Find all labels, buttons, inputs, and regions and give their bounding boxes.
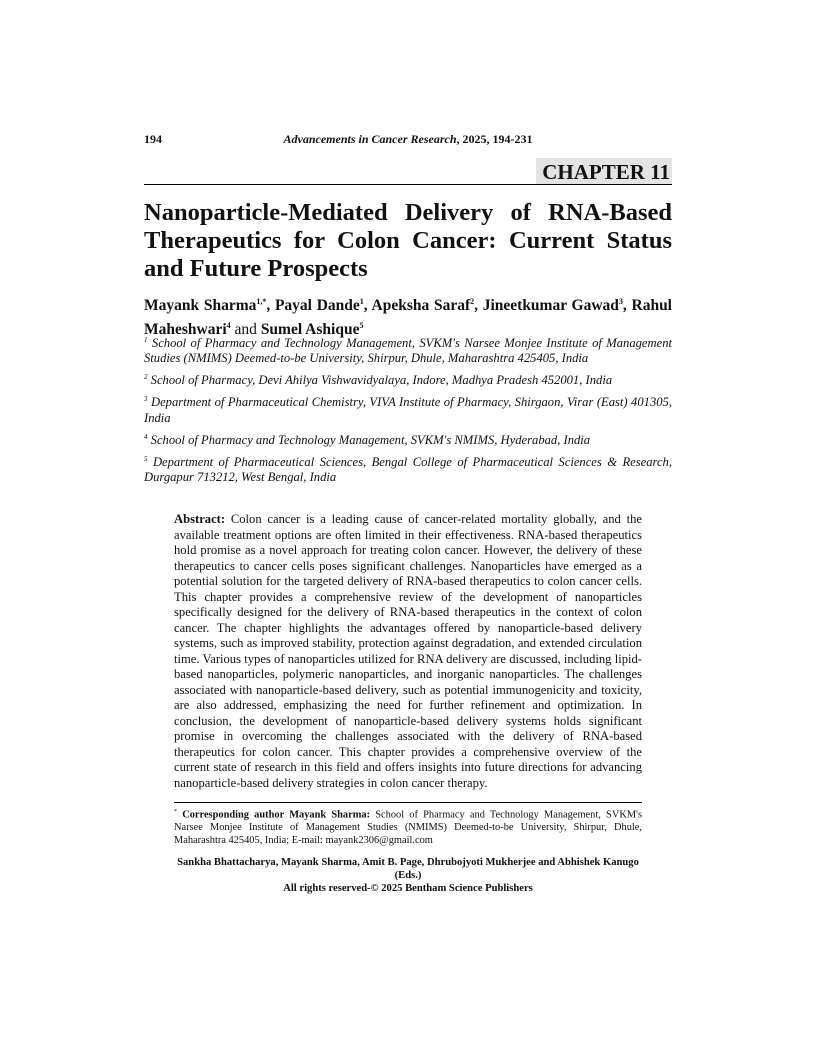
author: Mayank Sharma$^{1,*}$,	[144, 297, 275, 315]
affiliation: $^1$ School of Pharmacy and Technology Management, SVKM's Narsee Monjee Institute of Management Studies (NMIMS) Deemed-to-be University, Shirpur, Dhule, Maharashtra 425405, India	[144, 336, 672, 366]
editors-names: Sankha Bhattacharya, Mayank Sharma, Amit B. Page, Dhrubojyoti Mukherjee and Abhishek Kanugo (Eds.)	[177, 857, 639, 881]
footnote-rule	[174, 802, 642, 803]
author: Rahul Maheshwari$^4$ and	[144, 297, 672, 339]
author: Sumel Ashique$^5$	[260, 321, 364, 339]
author: Jineetkumar Gawad$^3$,	[482, 297, 632, 315]
affiliation: $^3$ Department of Pharmaceutical Chemistry, VIVA Institute of Pharmacy, Shirgaon, Virar (East) 401305, India	[144, 395, 672, 425]
journal-details: , 2025, 194-231	[456, 132, 533, 146]
corresponding-author-footnote: * Corresponding author Mayank Sharma: School of Pharmacy and Technology Management, SVKM's Narsee Monjee Institute of Management Studies (NMIMS) Deemed-to-be University, Shirpur, Dhule, Maharashtra 425405, India; E-mail: mayank2306@gmail.com	[174, 809, 642, 847]
footnote-label: Corresponding author Mayank Sharma:	[182, 809, 371, 821]
affiliation: $^4$ School of Pharmacy and Technology Management, SVKM's NMIMS, Hyderabad, India	[144, 432, 591, 447]
author: Apeksha Saraf$^2$,	[371, 297, 483, 315]
editors-block	[174, 856, 642, 895]
affiliation: $^2$ School of Pharmacy, Devi Ahilya Vishwavidyalaya, Indore, Madhya Pradesh 452001, India	[144, 373, 613, 388]
header-rule	[144, 184, 672, 185]
copyright: All rights reserved-© 2025 Bentham Science Publishers	[283, 883, 533, 894]
journal-citation	[144, 132, 672, 147]
journal-name: Advancements in Cancer Research	[283, 132, 457, 146]
abstract	[174, 512, 642, 791]
chapter-title: Nanoparticle-Mediated Delivery of RNA-Based Therapeutics for Colon Cancer: Current Status and Future Prospects	[144, 199, 672, 282]
page-number: 194	[144, 132, 162, 146]
abstract-label: Abstract:	[174, 512, 226, 526]
affiliations	[144, 333, 672, 489]
affiliation: $^5$ Department of Pharmaceutical Sciences, Bengal College of Pharmaceutical Sciences & Research, Durgapur 713212, West Bengal, India	[144, 454, 672, 484]
chapter-label: CHAPTER 11	[536, 158, 672, 184]
author: Payal Dande$^1$,	[274, 297, 372, 315]
footnote-text: School of Pharmacy and Technology Management, SVKM's Narsee Monjee Institute of Management Studies (NMIMS) Deemed-to-be University, Shirpur, Dhule, Maharashtra 425405, India; E-mail: mayank2306@gmail.com	[174, 809, 642, 847]
abstract-text: Colon cancer is a leading cause of cancer-related mortality globally, and the available treatment options are often limited in their effectiveness. RNA-based therapeutics hold promise as a novel approach for treating colon cancer. However, the delivery of these therapeutics to cancer cells poses significant challenges. Nanoparticles have emerged as a potential solution for the targeted delivery of RNA-based therapeutics to colon cancer cells. This chapter provides a comprehensive review of the development of nanoparticles specifically designed for the delivery of RNA-based therapeutics in the context of colon cancer. The chapter highlights the advantages offered by nanoparticle-based delivery systems, such as improved stability, protection against degradation, and extended circulation time. Various types of nanoparticles utilized for RNA delivery are discussed, including lipid-based nanoparticles, polymeric nanoparticles, and inorganic nanoparticles. The challenges associated with nanoparticle-based delivery, such as potential immunogenicity and toxicity, are also addressed, emphasizing the need for further refinement and optimization. In conclusion, the development of nanoparticle-based delivery systems holds significant promise in overcoming the challenges associated with the delivery of RNA-based therapeutics for colon cancer. This chapter provides a comprehensive overview of the current state of research in this field and offers insights into future directions for advancing nanoparticle-based delivery strategies in colon cancer therapy.	[174, 512, 642, 790]
